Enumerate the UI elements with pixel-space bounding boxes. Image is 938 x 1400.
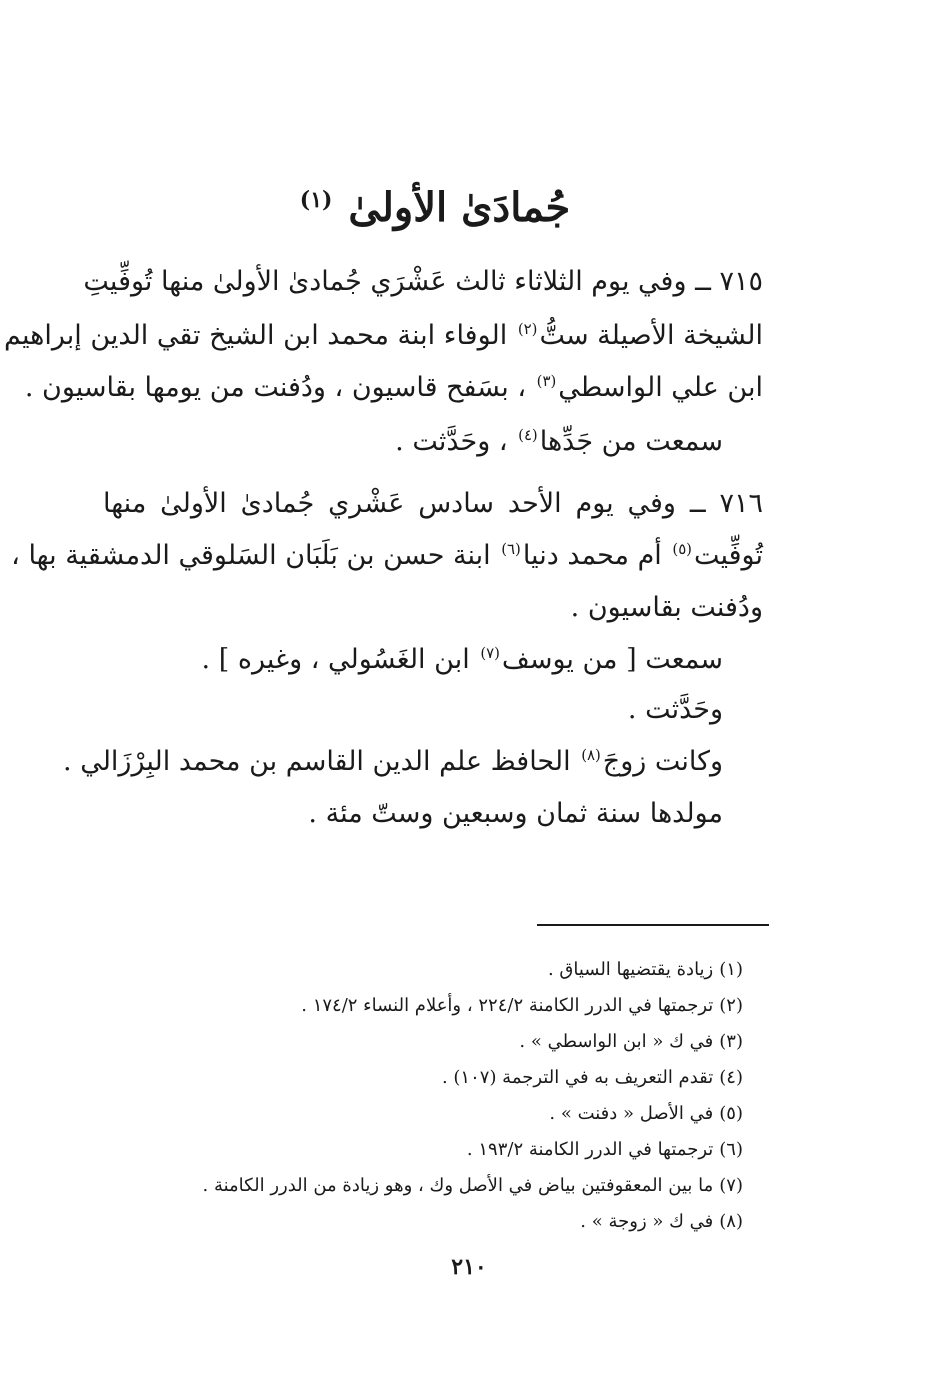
entry-716-line-1: ٧١٦ ــ وفي يوم الأحد سادس عَشْري جُمادىٰ الأولىٰ منها	[103, 488, 763, 519]
entry-716-line-5: وحَدَّثت .	[627, 694, 723, 725]
heading-footnote-ref: (١)	[299, 186, 333, 213]
footnote-4: (٤)تقدم التعريف به في الترجمة (١٠٧) .	[441, 1067, 743, 1088]
entry-715-line-3: ابن علي الواسطي$^{(٣)}$ ، بسَفح قاسيون ، ودُفنت من يومها بقاسيون .	[24, 372, 763, 403]
footnote-ref-5: (٥)	[672, 540, 692, 558]
entry-715-line-4: سمعت من جَدِّها$^{(٤)}$ ، وحَدَّثت .	[395, 426, 723, 457]
entry-716-line-7: مولدها سنة ثمان وسبعين وستّ مئة .	[308, 798, 723, 829]
entry-716-line-3: ودُفنت بقاسيون .	[570, 592, 763, 623]
page-number: ٢١٠	[451, 1254, 487, 1280]
footnote-separator	[537, 924, 769, 926]
footnote-ref-4: (٤)	[518, 426, 538, 444]
footnote-ref-3: (٣)	[536, 372, 557, 390]
section-heading	[0, 178, 938, 238]
footnote-3: (٣)في ك « ابن الواسطي » .	[519, 1031, 743, 1052]
footnote-7: (٧)ما بين المعقوفتين بياض في الأصل وك ، وهو زيادة من الدرر الكامنة .	[202, 1175, 743, 1196]
entry-716-line-4: سمعت [ من يوسف$^{(٧)}$ ابن الغَسُولي ، وغيره ] .	[201, 644, 723, 675]
entry-716-line-6: وكانت زوجَ$^{(٨)}$ الحافظ علم الدين القاسم بن محمد البِرْزَالي .	[63, 746, 723, 777]
entry-715-line-2: الشيخة الأصيلة ستُّ$^{(٢)}$ الوفاء ابنة محمد ابن الشيخ تقي الدين إبراهيم	[3, 320, 763, 351]
entry-716-line-2: تُوفِّيت$^{(٥)}$ أم محمد دنيا$^{(٦)}$ ابنة حسن بن بَلَبَان السَلوقي الدمشقية بها ،	[11, 540, 763, 571]
footnote-5: (٥)في الأصل « دفنت » .	[549, 1103, 743, 1124]
entry-715-line-1: ٧١٥ ــ وفي يوم الثلاثاء ثالث عَشْرَي جُمادىٰ الأولىٰ منها تُوفِّيتِ	[83, 266, 763, 297]
footnotes	[123, 952, 743, 1240]
footnote-1: (١)زيادة يقتضيها السياق .	[547, 959, 743, 980]
footnote-ref-2: (٢)	[517, 320, 538, 338]
heading-text: جُمادَىٰ الأولىٰ	[348, 184, 571, 231]
footnote-8: (٨)في ك « زوجة » .	[580, 1211, 743, 1232]
footnote-6: (٦)ترجمتها في الدرر الكامنة ١٩٣/٢ .	[466, 1139, 743, 1160]
footnote-ref-6: (٦)	[501, 540, 521, 558]
footnote-ref-8: (٨)	[581, 746, 601, 764]
footnote-2: (٢)ترجمتها في الدرر الكامنة ٢٢٤/٢ ، وأعلام النساء ١٧٤/٢ .	[301, 995, 743, 1016]
footnote-ref-7: (٧)	[480, 644, 500, 662]
